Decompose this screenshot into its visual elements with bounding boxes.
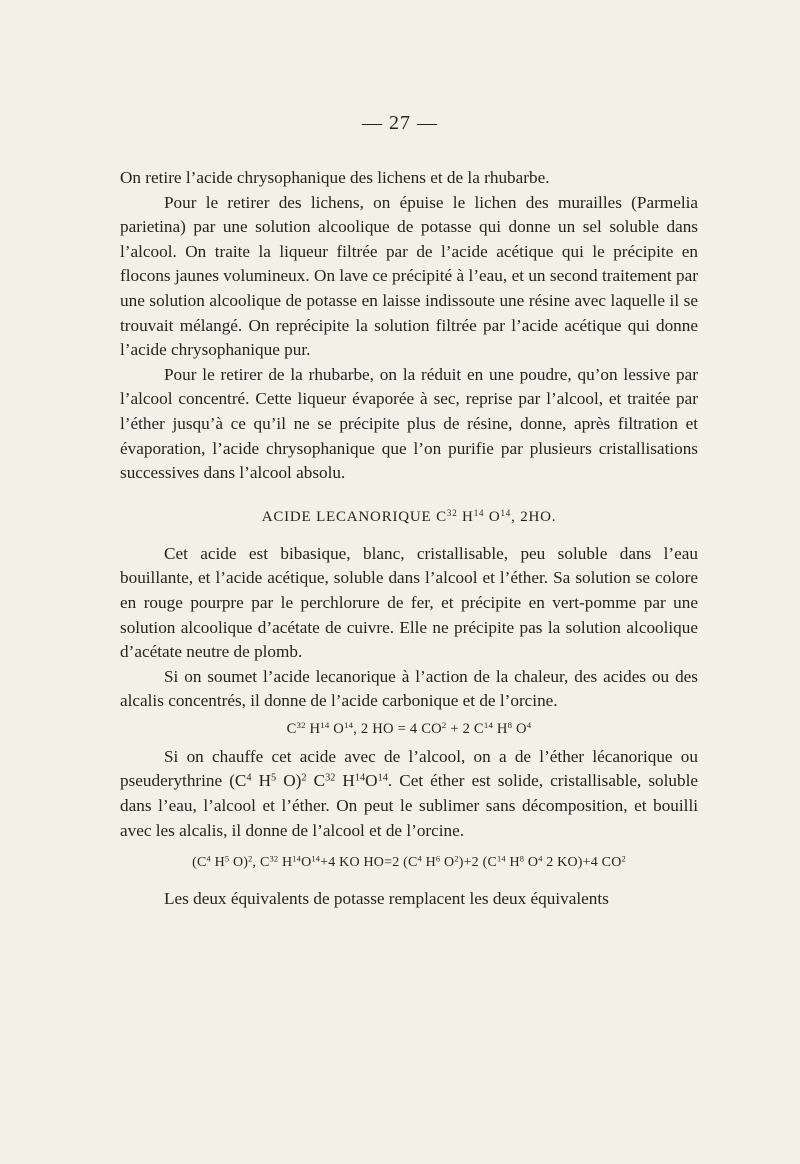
paragraph-last-line: Les deux équivalents de potasse remplacent les deux équivalents bbox=[164, 889, 609, 909]
body-text bbox=[120, 166, 698, 912]
paragraph-rhubarbe: Pour le retirer de la rhubarbe, on la réduit en une poudre, qu’on lessive par l’alcool concentré. Cette liqueur évaporée à sec, reprise par l’alcool, et traitée par l’éther jusqu’à ce qu’il ne se précipite plus de résine, donne, après filtration et évaporation, l’acide chrysophanique que l’on purifie par plusieurs cristallisations successives dans l’alcool absolu. bbox=[120, 364, 698, 483]
paragraph-lichens: Pour le retirer des lichens, on épuise le lichen des murailles (Parmelia parietina) par une solution alcoolique de potasse qui donne un sel soluble dans l’alcool. On traite la liqueur filtrée par de l’acide acétique qui le précipite en flocons jaunes volumineux. On lave ce précipité à l’eau, et un second traitement par une solution alcoolique de potasse en laisse indissoute une résine avec laquelle il se trouvait mélangé. On reprécipite la solution filtrée par l’acide acétique qui donne l’acide chrysophanique pur. bbox=[120, 192, 698, 360]
equation-ether: ($C^4$ $H^5$ O)$^2$, $C^{32}$ $H^{14}O^{14}+4$ KO HO=2 ($C^4$ $H^6$ $O^2)+2$ ($C^{14}$ $H^8$ $O^4$ 2 KO)+4 $CO^2$ bbox=[192, 854, 626, 871]
paragraph-properties: Cet acide est bibasique, blanc, cristallisable, peu soluble dans l’eau bouillante, et l’acide acétique, soluble dans l’alcool et l’éther. Sa solution se colore en rouge pourpre par le perchlorure de fer, et précipite en vert-pomme par une solution alcoolique d’acétate de cuivre. Elle ne précipite pas la solution alcoolique d’acétate neutre de plomb. bbox=[120, 543, 698, 662]
paragraph-decomposition: Si on soumet l’acide lecanorique à l’action de la chaleur, des acides ou des alcalis concentrés, il donne de l’acide carbonique et de l’orcine. bbox=[120, 666, 698, 711]
equation-decomposition: $C^{32}$ $H^{14}$ $O^{14}$, 2 HO = 4 $CO^2 + 2$ $C^{14}$ $H^8$ $O^4$ bbox=[286, 720, 532, 737]
paragraph-intro: On retire l’acide chrysophanique des lichens et de la rhubarbe. bbox=[120, 168, 550, 187]
paragraph-ether: Si on chauffe cet acide avec de l’alcool, on a de l’éther lécanorique ou pseuderythrine ($C^4$ $H^5$ O)$^2$ $C^{32}$ $H^{14}O^{14}$. Cet éther est solide, cristallisable, soluble dans l’eau, l’alcool et l’éther. On peut le sublimer sans décomposition, et bouilli avec les alcalis, il donne de l’alcool et de l’orcine. bbox=[120, 746, 698, 840]
page-number: — 27 — bbox=[362, 112, 438, 134]
section-heading: ACIDE LECANORIQUE $C^{32}$ $H^{14}$ $O^{14}$, 2HO. bbox=[261, 507, 557, 525]
